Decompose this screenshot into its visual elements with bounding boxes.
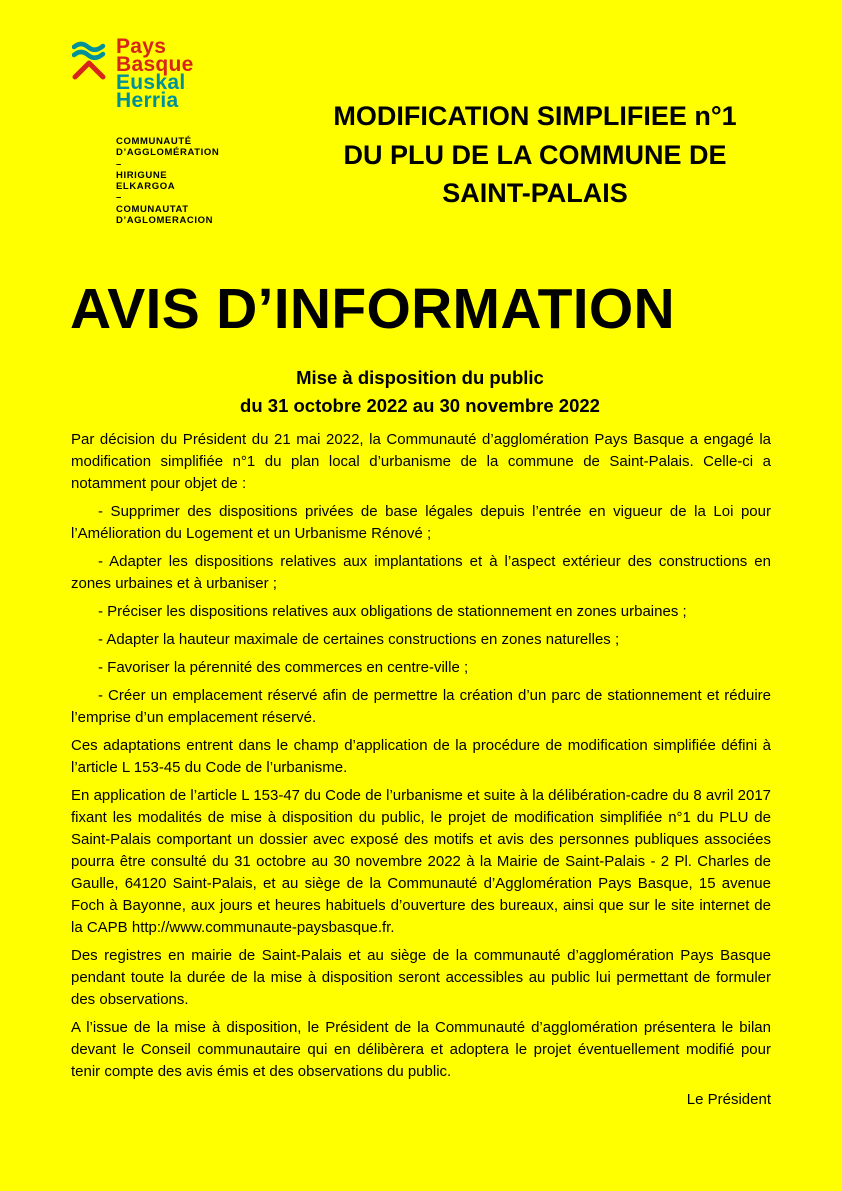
subtitle-line: Mise à disposition du public (296, 367, 544, 388)
logo-sub-line: COMMUNAUTÉ (116, 136, 192, 147)
logo-subtitle (116, 136, 219, 226)
logo-word-basque: Basque (116, 53, 194, 76)
subtitle-line: du 31 octobre 2022 au 30 novembre 2022 (240, 395, 600, 416)
objective-item: - Créer un emplacement réservé afin de permettre la création d’un parc de stationnement et réduire l’emprise d’un emplacement réservé. (71, 687, 771, 726)
objective-item: - Adapter les dispositions relatives aux implantations et à l’aspect extérieur des constructions en zones urbaines et à urbaniser ; (71, 553, 771, 592)
logo-sub-line: HIRIGUNE (116, 169, 168, 181)
title-line: DU PLU DE LA COMMUNE DE (343, 139, 727, 170)
logo-sub-line: D’AGGLOMÉRATION (116, 147, 220, 159)
signature: Le Président (686, 1091, 771, 1108)
logo-sub-line: ELKARGOA (116, 181, 176, 193)
availability-period (70, 364, 770, 420)
notice-body (71, 429, 771, 1117)
procedure-paragraph: Ces adaptations entrent dans le champ d’application de la procédure de modification simplifiée défini à l’article L 153-45 du Code de l’urbanisme. (71, 737, 771, 776)
objective-item: - Favoriser la pérennité des commerces en centre-ville ; (98, 659, 469, 676)
registers-paragraph: Des registres en mairie de Saint-Palais et au siège de la communauté d’agglomération Pays Basque pendant toute la durée de la mise à disposition seront accessibles au public lui permettant de formuler des observations. (71, 947, 771, 1008)
logo-wave-mark-icon (72, 40, 106, 80)
logo-sub-line: D’AGLOMERACION (116, 215, 214, 227)
logo-word-pays: Pays (116, 35, 167, 58)
objective-item: - Supprimer des dispositions privées de base légales depuis l’entrée en vigueur de la Loi pour l’Amélioration du Logement et un Urbanisme Rénové ; (71, 503, 771, 542)
document-title (300, 97, 770, 213)
notice-heading: AVIS D’INFORMATION (70, 277, 675, 341)
intro-paragraph: Par décision du Président du 21 mai 2022, la Communauté d’agglomération Pays Basque a engagé la modification simplifiée n°1 du plan local d’urbanisme de la commune de Saint-Palais. Celle-ci a notamment pour objet de : (71, 431, 771, 492)
conclusion-paragraph: A l’issue de la mise à disposition, le Président de la Communauté d’agglomération présentera le bilan devant le Conseil communautaire qui en délibèrera et adoptera le projet éventuellement modifié pour tenir compte des avis émis et des observations du public. (71, 1019, 771, 1080)
logo-sub-separator: – (116, 192, 122, 204)
logo-sub-line: COMUNAUTAT (116, 203, 189, 215)
objective-item: - Préciser les dispositions relatives aux obligations de stationnement en zones urbaines ; (98, 603, 687, 620)
logo-word-euskal: Euskal (116, 71, 186, 94)
title-line: MODIFICATION SIMPLIFIEE n°1 (333, 101, 737, 131)
objective-item: - Adapter la hauteur maximale de certaines constructions en zones naturelles ; (98, 631, 620, 648)
title-line: SAINT-PALAIS (442, 178, 628, 208)
logo-word-herria: Herria (116, 89, 179, 112)
logo-sub-separator: – (116, 158, 122, 170)
logo-wordmark (116, 35, 194, 112)
consultation-paragraph: En application de l’article L 153-47 du Code de l’urbanisme et suite à la délibération-cadre du 8 avril 2017 fixant les modalités de mise à disposition du public, le projet de modification simplifiée n°1 du PLU de Saint-Palais comportant un dossier avec exposé des motifs et avis des personnes publiques associées pourra être consulté du 31 octobre au 30 novembre 2022 à la Mairie de Saint-Palais - 2 Pl. Charles de Gaulle, 64120 Saint-Palais, et au siège de la Communauté d’Agglomération Pays Basque, 15 avenue Foch à Bayonne, aux jours et heures habituels d’ouverture des bureaux, ainsi que sur le site internet de la CAPB http://www.communaute-paysbasque.fr. (71, 787, 771, 936)
